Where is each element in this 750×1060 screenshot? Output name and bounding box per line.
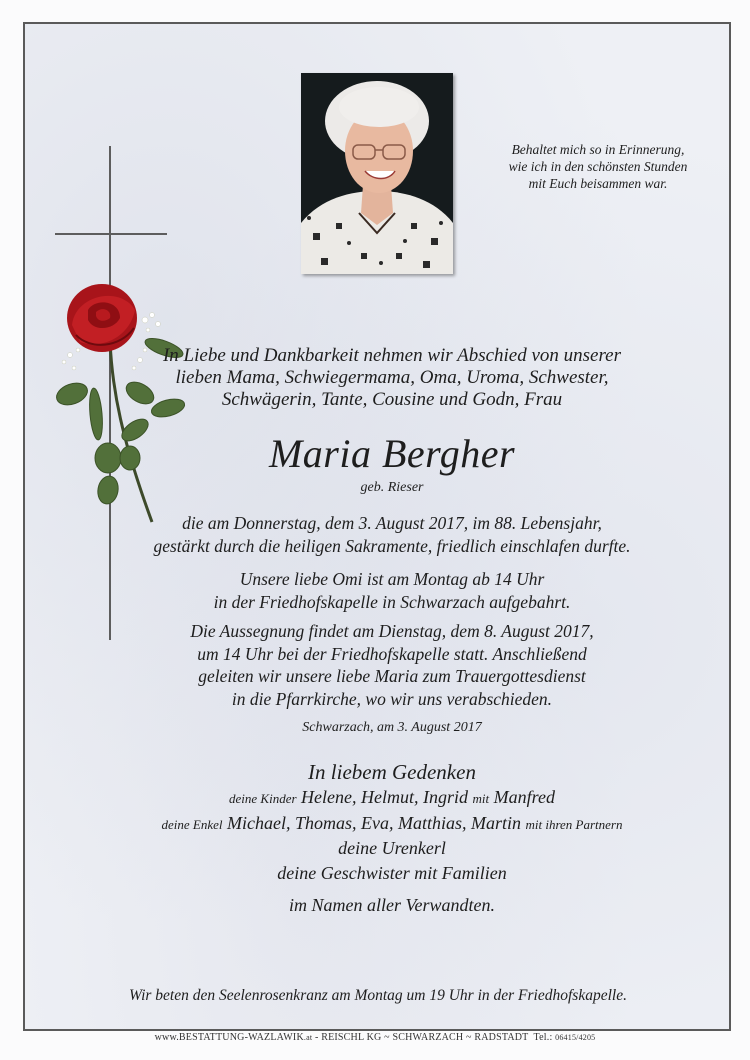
service-line: um 14 Uhr bei der Friedhofskapelle statt. Anschließend (197, 643, 587, 664)
service-line: Die Aussegnung findet am Dienstag, dem 8. August 2017, (190, 621, 594, 641)
footer-tel-number: 06415/4205 (555, 1033, 596, 1042)
children-joiner: mit (472, 791, 490, 806)
mourners-children (74, 785, 710, 811)
viewing-notice (94, 568, 690, 613)
service-notice (94, 620, 690, 710)
quote-line: Behaltet mich so in Erinnerung, (511, 142, 685, 157)
service-line: geleiten wir unsere liebe Maria zum Trauergottesdienst (198, 666, 586, 686)
death-notice-line: gestärkt durch die heiligen Sakramente, friedlich einschlafen durfte. (153, 535, 631, 556)
memorial-quote (478, 141, 718, 192)
viewing-line: Unsere liebe Omi ist am Montag ab 14 Uhr (239, 569, 545, 589)
footer-website-tld: .at (303, 1033, 313, 1042)
children-prefix: deine Kinder (229, 791, 297, 806)
mourners-relatives: im Namen aller Verwandten. (289, 895, 495, 915)
death-notice-line: die am Donnerstag, dem 3. August 2017, im 88. Lebensjahr, (182, 513, 602, 533)
viewing-line: in der Friedhofskapelle in Schwarzach aufgebahrt. (213, 591, 571, 612)
children-partner: Manfred (493, 787, 555, 807)
deceased-name: Maria Bergher (268, 431, 516, 476)
intro-line: lieben Mama, Schwiegermama, Oma, Uroma, Schwester, (175, 367, 609, 388)
maiden-name: geb. Rieser (360, 480, 424, 495)
service-line: in die Pfarrkirche, wo wir uns verabschieden. (231, 688, 553, 709)
footer-tel-label: Tel.: (533, 1032, 556, 1043)
rosary-notice: Wir beten den Seelenrosenkranz am Montag um 19 Uhr in der Friedhofskapelle. (129, 987, 627, 1004)
mourners-grandchildren (74, 811, 710, 837)
grandchildren-suffix: mit ihren Partnern (525, 817, 623, 832)
funeral-home-footer (0, 1031, 750, 1045)
footer-company: - REISCHL KG ~ SCHWARZACH ~ RADSTADT (312, 1032, 534, 1043)
mourners-heading: In liebem Gedenken (308, 760, 476, 784)
death-notice (94, 512, 690, 557)
grandchildren-names: Michael, Thomas, Eva, Matthias, Martin (227, 813, 521, 833)
grandchildren-prefix: deine Enkel (161, 817, 223, 832)
intro-text (94, 345, 690, 411)
mourners-siblings: deine Geschwister mit Familien (277, 863, 507, 883)
portrait-photo (301, 73, 453, 274)
intro-line: In Liebe und Dankbarkeit nehmen wir Abschied von unserer (162, 345, 622, 366)
quote-line: wie ich in den schönsten Stunden (508, 159, 688, 174)
quote-line: mit Euch beisammen war. (528, 176, 668, 191)
footer-website[interactable] (155, 1032, 313, 1043)
mourners-great-grandchildren: deine Urenkerl (338, 838, 446, 858)
intro-line: Schwägerin, Tante, Cousine und Godn, Frau (221, 389, 563, 410)
footer-website-main: www.BESTATTUNG-WAZLAWIK (154, 1032, 304, 1043)
children-names: Helene, Helmut, Ingrid (301, 787, 469, 807)
place-date: Schwarzach, am 3. August 2017 (302, 720, 482, 735)
cross-horizontal-bar (55, 233, 167, 235)
